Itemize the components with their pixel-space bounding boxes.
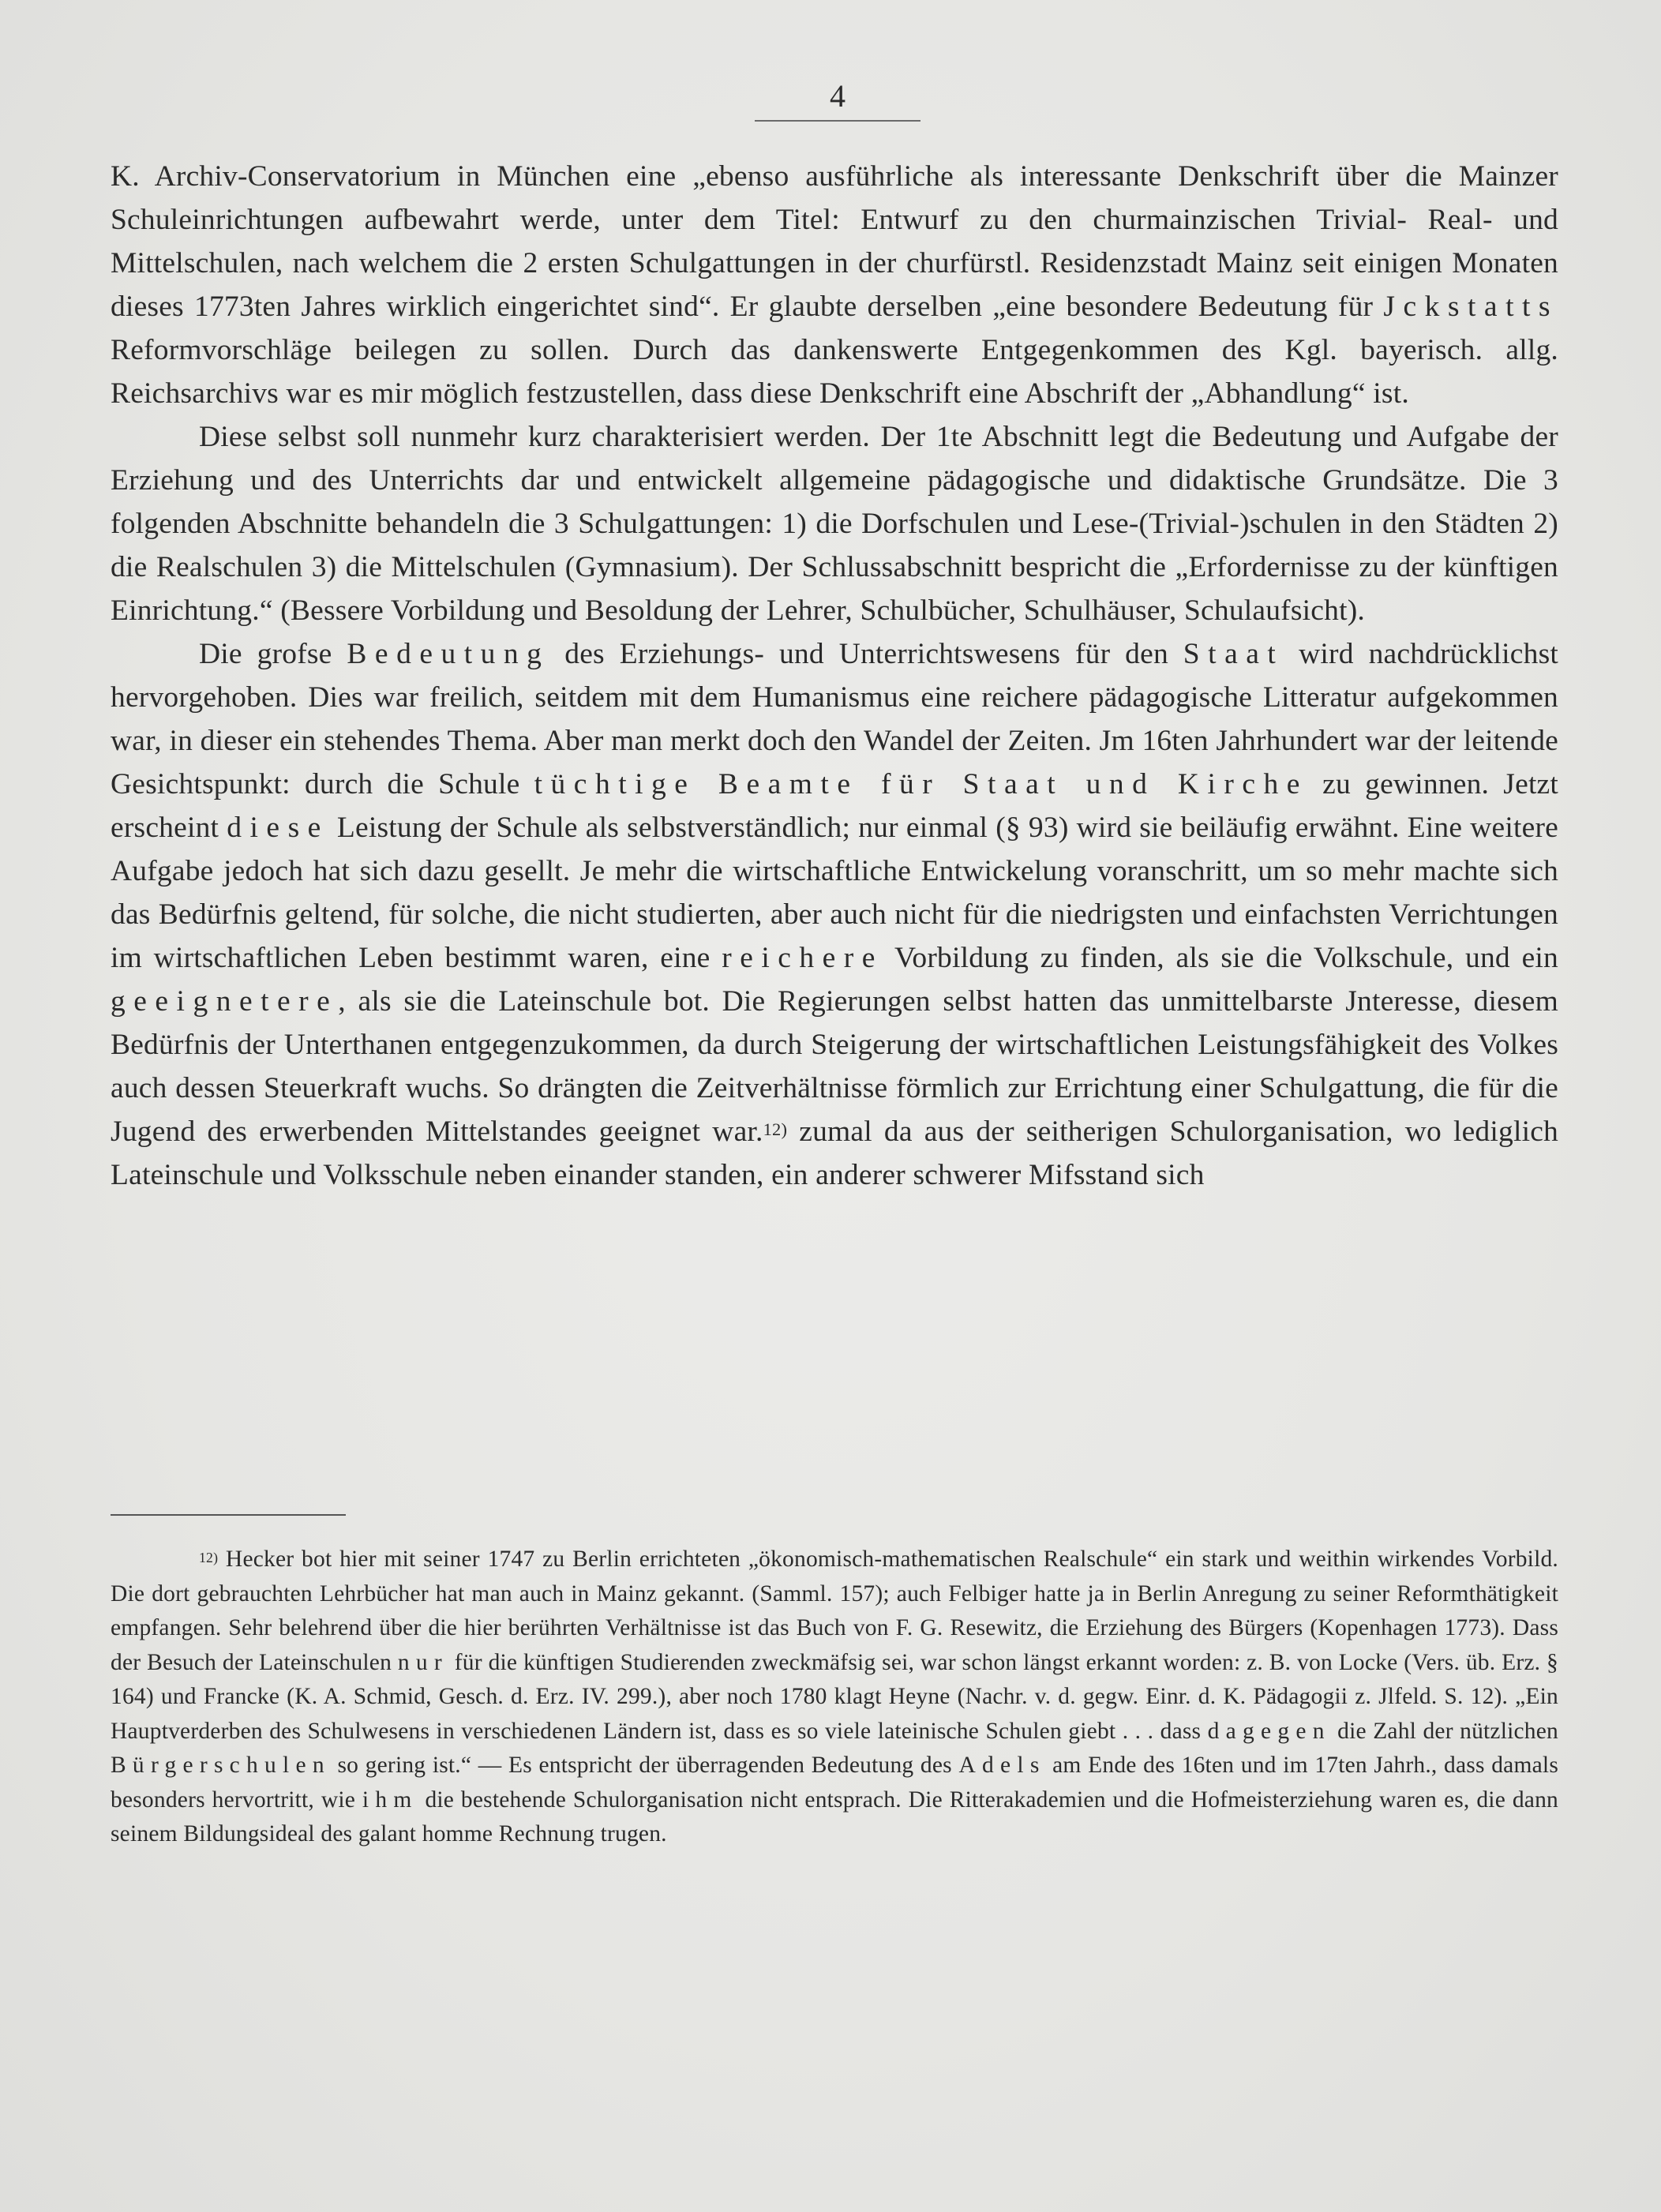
- p3-spaced-staat: Staat: [1183, 638, 1284, 670]
- footnote-reference-12: 12): [763, 1119, 788, 1140]
- main-text: [111, 155, 1558, 1197]
- fn-f9: am Ende des 16ten und im 17ten Jahrh., dass damals besonders hervortritt, wie: [111, 1753, 1558, 1813]
- paragraph-1-text-c: Reformvorschläge beilegen zu sollen. Durch das dankenswerte Entgegenkommen des Kgl. bayerisch. allg. Reichsarchivs war es mir möglich festzustellen, dass diese Denkschrift eine Abschrift der „Abhandlung“ ist.: [111, 334, 1558, 410]
- p3-spaced-beamte: tüchtige Beamte für Staat und Kirche: [534, 768, 1308, 800]
- header-rule: [755, 120, 920, 122]
- fn-f11: die bestehende Schulorganisation nicht entsprach. Die Ritterakademien und die Hofmeisterziehung waren es, die dann seinem Bildungsideal des galant homme Rechnung trugen.: [111, 1786, 1558, 1846]
- fn-f5: die Zahl der nützlichen: [1330, 1718, 1559, 1744]
- p3-s13: , als sie die Lateinschule bot. Die Regierungen selbst hatten das unmittelbarste Jnteresse, diesem Bedürfnis der Unterthanen entgegenzukommen, da durch Steigerung der wirtschaftlichen Leistungsfähigkeit des Volkes auch dessen Steuerkraft wuchs. So drängten die Zeitverhältnisse förmlich zur Errichtung einer Schulgattung, die für die Jugend des erwerbenden Mittelstandes geeignet war.: [111, 985, 1558, 1148]
- fn-spaced-ihm: ihm: [362, 1786, 418, 1813]
- p3-s3: des Erziehungs- und Unterrichtswesens für den: [549, 638, 1183, 670]
- fn-f1: Hecker bot hier mit seiner 1747 zu Berlin errichteten „ökonomisch-mathematischen Realschule“ ein stark und weithin wirkendes Vorbild. Die dort gebrauchten Lehrbücher hat man auch in Mainz gekannt. (Samml. 157); auch Felbiger hatte ja in Berlin Anregung zu seiner Reformthätigkeit empfangen. Sehr belehrend über die hier berührten Verhältnisse ist das Buch von F. G. Resewitz, die Erziehung des Bürgers (Kopenhagen 1773). Dass der Besuch der Lateinschulen: [111, 1547, 1558, 1675]
- p3-s9: Leistung der Schule als selbstverständlich; nur einmal (§ 93) wird sie beiläufig erwähnt. Eine weitere Aufgabe jedoch hat sich dazu gesellt. Je mehr die wirtschaftliche Entwickelung voranschritt, um so mehr machte sich das Bedürfnis geltend, für solche, die nicht studierten, aber auch nicht für die niedrigsten und einfachsten Verrichtungen im wirtschaftlichen Leben bestimmt waren, eine: [111, 812, 1559, 974]
- fn-spaced-dagegen: dagegen: [1207, 1718, 1331, 1744]
- fn-spaced-buergerschulen: Bürgerschulen: [111, 1753, 331, 1778]
- p3-spaced-reichere: reichere: [722, 942, 883, 974]
- spaced-name-jckstatts: Jckstatts: [1383, 291, 1558, 323]
- fn-f7: so gering ist.“ — Es entspricht der überragenden Bedeutung des: [330, 1753, 959, 1778]
- page-number: 4: [830, 78, 845, 114]
- p3-spaced-diese: diese: [227, 812, 329, 844]
- p3-s1: Die grofse: [199, 638, 347, 670]
- paragraph-3: [111, 632, 1558, 1197]
- footnote-12: [111, 1543, 1558, 1852]
- p3-spaced-geeignetere: geeignetere: [111, 985, 339, 1018]
- p3-s5: wird nachdrücklichst hervorgehoben. Dies war freilich, seitdem mit dem Humanismus eine reichere pädagogische Litteratur aufgekommen war, in dieser ein stehendes Thema. Aber man merkt doch den Wandel der Zeiten. Jm 16ten Jahrhundert war der leitende Gesichtspunkt: durch die Schule: [111, 638, 1558, 800]
- fn-spaced-nur: nur: [397, 1649, 448, 1675]
- fn-f3: für die künftigen Studierenden zweckmäfsig sei, war schon längst erkannt worden: z. B. von Locke (Vers. üb. Erz. § 164) und Francke (K. A. Schmid, Gesch. d. Erz. IV. 299.), aber noch 1780 klagt Heyne (Nachr. v. d. gegw. Einr. d. K. Pädagogii z. Jlfeld. S. 12). „Ein Hauptverderben des Schulwesens in verschiedenen Ländern ist, dass es so viele lateinische Schulen giebt . . . dass: [111, 1649, 1558, 1744]
- p3-s7: zu gewinnen. Jetzt erscheint: [111, 768, 1559, 844]
- paragraph-1: [111, 155, 1558, 415]
- footnote-rule: [111, 1514, 346, 1516]
- fn-spaced-adels: Adels: [958, 1753, 1046, 1778]
- paragraph-2: Diese selbst soll nunmehr kurz charakterisiert werden. Der 1te Abschnitt legt die Bedeutung und Aufgabe der Erziehung und des Unterrichts dar und entwickelt allgemeine pädagogische und didaktische Grundsätze. Die 3 folgenden Abschnitte behandeln die 3 Schulgattungen: 1) die Dorfschulen und Lese-(Trivial-)schulen in den Städten 2) die Realschulen 3) die Mittelschulen (Gymnasium). Der Schlussabschnitt bespricht die „Erfordernisse zu der künftigen Einrichtung.“ (Bessere Vorbildung und Besoldung der Lehrer, Schulbücher, Schulhäuser, Schulaufsicht).: [111, 421, 1558, 627]
- p3-spaced-bedeutung: Bedeutung: [347, 638, 550, 670]
- footnotes: [111, 1543, 1558, 1852]
- footnote-mark: 12): [199, 1549, 219, 1565]
- p3-s11: Vorbildung zu finden, als sie die Volkschule, und ein: [883, 942, 1558, 974]
- p3-s15: zumal da aus der seitherigen Schulorganisation, wo lediglich Lateinschule und Volksschule neben einander standen, ein anderer schwerer Mifsstand sich: [111, 1115, 1558, 1191]
- paragraph-1-text-a: K. Archiv-Conservatorium in München eine „ebenso ausführliche als interessante Denkschrift über die Mainzer Schuleinrichtungen aufbewahrt werde, unter dem Titel: Entwurf zu den churmainzischen Trivial- Real- und Mittelschulen, nach welchem die 2 ersten Schulgattungen in der churfürstl. Residenzstadt Mainz seit einigen Monaten dieses 1773ten Jahres wirklich eingerichtet sind“. Er glaubte derselben „eine besondere Bedeutung für: [111, 160, 1558, 323]
